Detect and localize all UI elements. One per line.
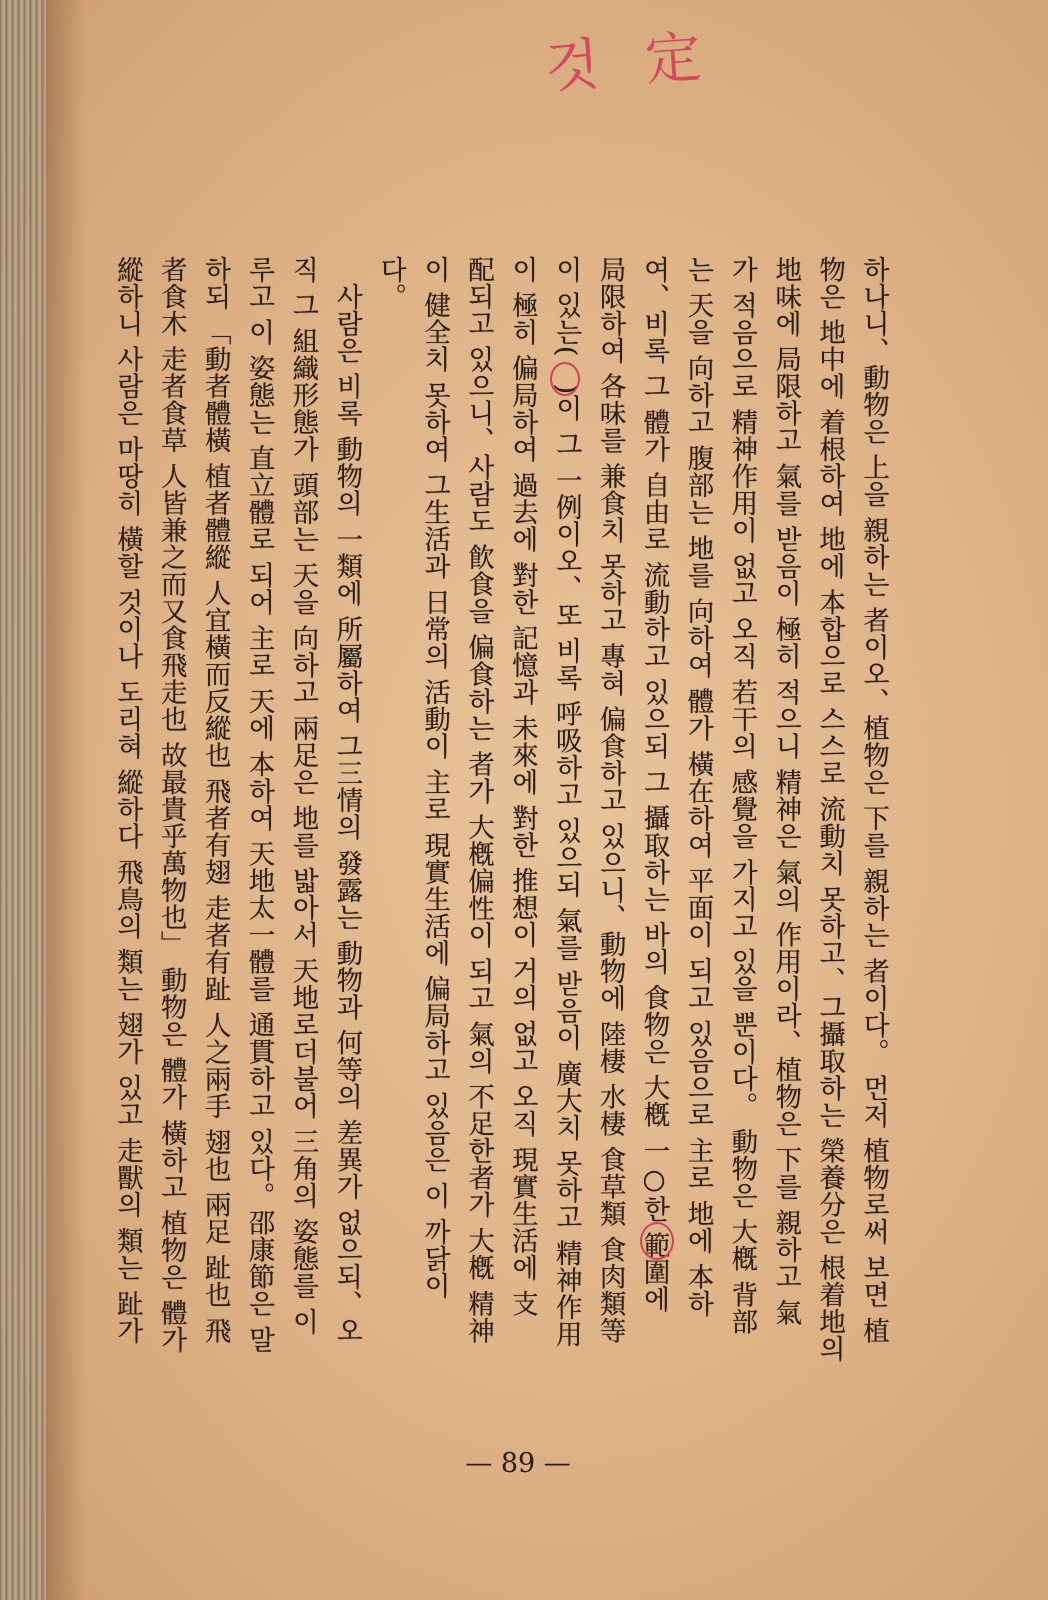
text-column: 이 있는( )이 그 一例이오、또 비록 呼吸하고 있으되 氣를 받음이 廣大치 못하고 精神作用: [550, 256, 582, 1348]
text-column: 여、비록 그 體가 自由로 流動하고 있으되 그 攝取하는 바의 食物은 大槪 一○한 範圍에: [638, 256, 670, 1313]
text-column: 다。: [375, 256, 407, 310]
red-handwritten-mark: 것 定: [543, 24, 718, 101]
text-column: 이 極히 偏局하여 過去에 對한 記憶과 未來에 對한 推想이 거의 없고 오직 現實生活에 支: [506, 256, 538, 1318]
text-column: 는 天을 向하고 腹部는 地를 向하여 體가 橫在하여 平面이 되고 있음으로 主로 地에 本하: [682, 256, 714, 1318]
text-column: 하되 「動者體橫 植者體縱 人宜橫而反縱也 飛者有翅 走者有趾 人之兩手 翅也 兩足 趾也 飛: [199, 256, 231, 1345]
red-circle-mark: [550, 362, 580, 396]
vertical-text-block: [105, 256, 895, 1416]
text-column: 가 적음으로 精神作用이 없고 오직 若干의 感覺을 가지고 있을 뿐이다。 動物은 大槪 背部: [726, 256, 758, 1336]
text-column: 物은 地中에 着根하여 地에 本합으로 스스로 流動치 못하고、그攝取하는 榮養分은 根着地의: [814, 256, 846, 1363]
red-circle-mark: [640, 1222, 674, 1260]
text-column: 이 健全치 못하여 그生活과 日常의 活動이 主로 現實生活에 偏局하고 있음은 이 까닭이: [419, 256, 451, 1300]
text-column: 者食木 走者食草 人皆兼之而又食飛走也 故最貴乎萬物也」 動物은 體가 橫하고 植物은 體가: [155, 256, 187, 1354]
text-column: 직 그 組織形態가 頭部는 天을 向하고 兩足은 地를 밟아서 天地로더불어 三角의 姿態를 이: [287, 256, 319, 1336]
text-column: 사람은 비록 動物의 一類에 所屬하여 그三情의 發露는 動物과 何等의 差異가 없으되、오: [331, 256, 363, 1345]
book-spine: [0, 0, 46, 1600]
text-column: 地味에 局限하고 氣를 받음이 極히 적으니 精神은 氣의 作用이라、植物은 下를 親하고 氣: [770, 256, 802, 1327]
text-column: 縱하니 사람은 마땅히 橫할 것이나 도리혀 縱하다 飛鳥의 類는 翅가 있고 走獸의 類는 趾가: [111, 256, 143, 1345]
text-column: 配되고 있으니、사람도 飮食을 偏食하는 者가 大槪偏性이 되고 氣의 不足한者가 大槪 精神: [462, 256, 494, 1345]
gutter-shadow: [46, 0, 86, 1600]
text-column: 하나니、動物은 上을 親하는 者이오、植物은 下를 親하는 者이다。 먼저 植物로써 보면 植: [858, 256, 889, 1345]
text-column: 局限하여 各味를 兼食치 못하고 專혀 偏食하고 있으니、動物에 陸棲 水棲 食草類 食肉類等: [594, 256, 626, 1345]
page-number: — 89 —: [465, 1448, 571, 1479]
text-column: 루고 이 姿態는 直立體로 되어 主로 天에 本하여 天地太一體를 通貫하고 있다。邵康節은 말: [243, 256, 275, 1354]
